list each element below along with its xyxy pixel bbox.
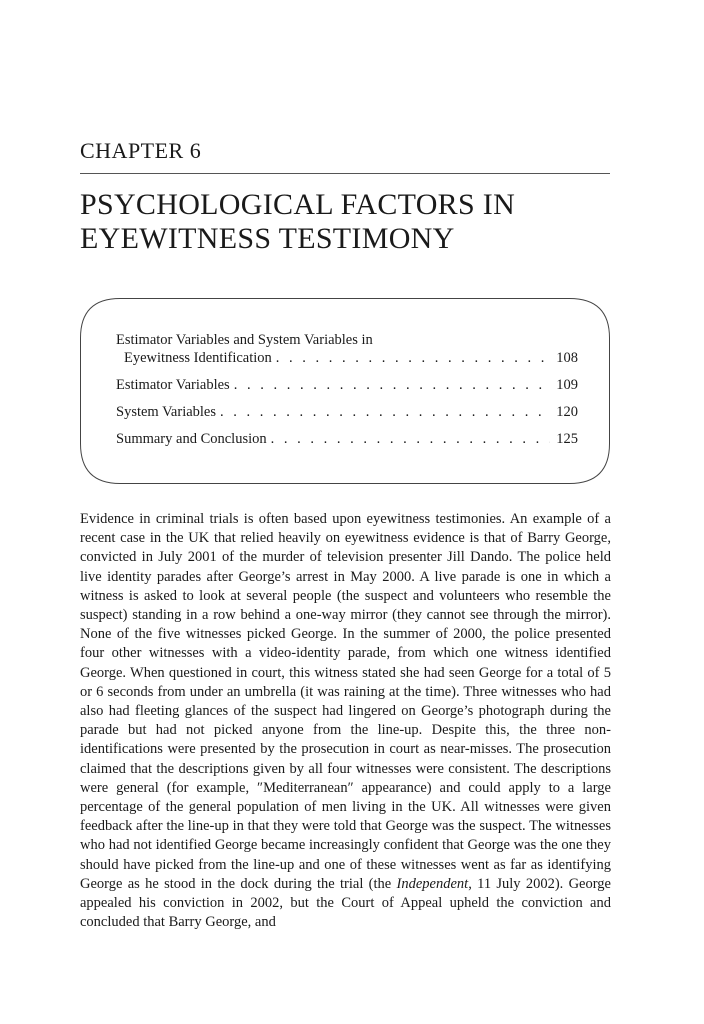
chapter-title-line-2: EYEWITNESS TESTIMONY	[80, 222, 455, 255]
toc-entry[interactable]	[116, 376, 578, 394]
newspaper-title: Independent	[396, 875, 469, 892]
toc-entry-text: System Variables	[116, 404, 217, 420]
toc-leader-dots	[220, 403, 550, 421]
body-text-main: Evidence in criminal trials is often based upon eyewitness testimonies. An example of a recent case in the UK that relied heavily on eyewitness evidence is that of Barry George, convicted in July 2001 of the murder of television presenter Jill Dando. The police held live identity parades after George’s arrest in May 2000. A live parade is one in which a witness is asked to look at several people (the suspect and volunteers who resemble the suspect) standing in a row behind a one-way mirror (they cannot see through the mirror). None of the five witnesses picked George. In the summer of 2000, the police presented four other witnesses with a video-identity parade, from which one witness identified George. When questioned in court, this witness stated she had seen George for a total of 5 or 6 seconds from under an umbrella (it was raining at the time). Three witnesses who had also had fleeting glances of the suspect had lingered on George’s photograph during the parade but had not picked anyone from the line-up. Despite this, the three non-identifications were presented by the prosecution in court as near-misses. The prosecution claimed that the descriptions given by all four witnesses were consistent. The descriptions were general (for example, ″Mediterranean″ appearance) and could apply to a large percentage of the general population of men living in the UK. All witnesses were given feedback after the line-up in that they were told that George was the suspect. The witnesses who had not identified George became increasingly confident that George was the one they should have picked from the line-up and one of these witnesses went as far as identifying George as he stood in the dock during the trial (the	[80, 511, 611, 892]
toc-page-number: 108	[556, 350, 578, 366]
toc-leader-dots	[276, 349, 550, 367]
toc-entry-text: Summary and Conclusion	[116, 431, 267, 447]
toc-leader-dots	[271, 430, 550, 448]
chapter-title-line-1: PSYCHOLOGICAL FACTORS IN	[80, 188, 516, 221]
toc-page-number: 120	[556, 404, 578, 420]
table-of-contents	[116, 331, 578, 457]
chapter-rule	[80, 173, 610, 174]
toc-entry[interactable]	[116, 403, 578, 421]
toc-entry[interactable]	[116, 331, 578, 367]
toc-page-number: 125	[556, 431, 578, 447]
toc-entry-text: Eyewitness Identification	[124, 350, 272, 366]
toc-entry[interactable]	[116, 430, 578, 448]
toc-entry-text: Estimator Variables	[116, 377, 230, 393]
body-text-end: , 11 July 2002). George appealed his conviction in 2002, but the Court of Appeal upheld the conviction and concluded that Barry George, and	[80, 875, 611, 931]
toc-page-number: 109	[556, 377, 578, 393]
body-paragraph	[80, 510, 611, 932]
chapter-title	[80, 188, 620, 256]
toc-leader-dots	[234, 376, 550, 394]
chapter-label: CHAPTER 6	[80, 138, 202, 163]
toc-entry-text: Estimator Variables and System Variables in	[116, 332, 373, 348]
